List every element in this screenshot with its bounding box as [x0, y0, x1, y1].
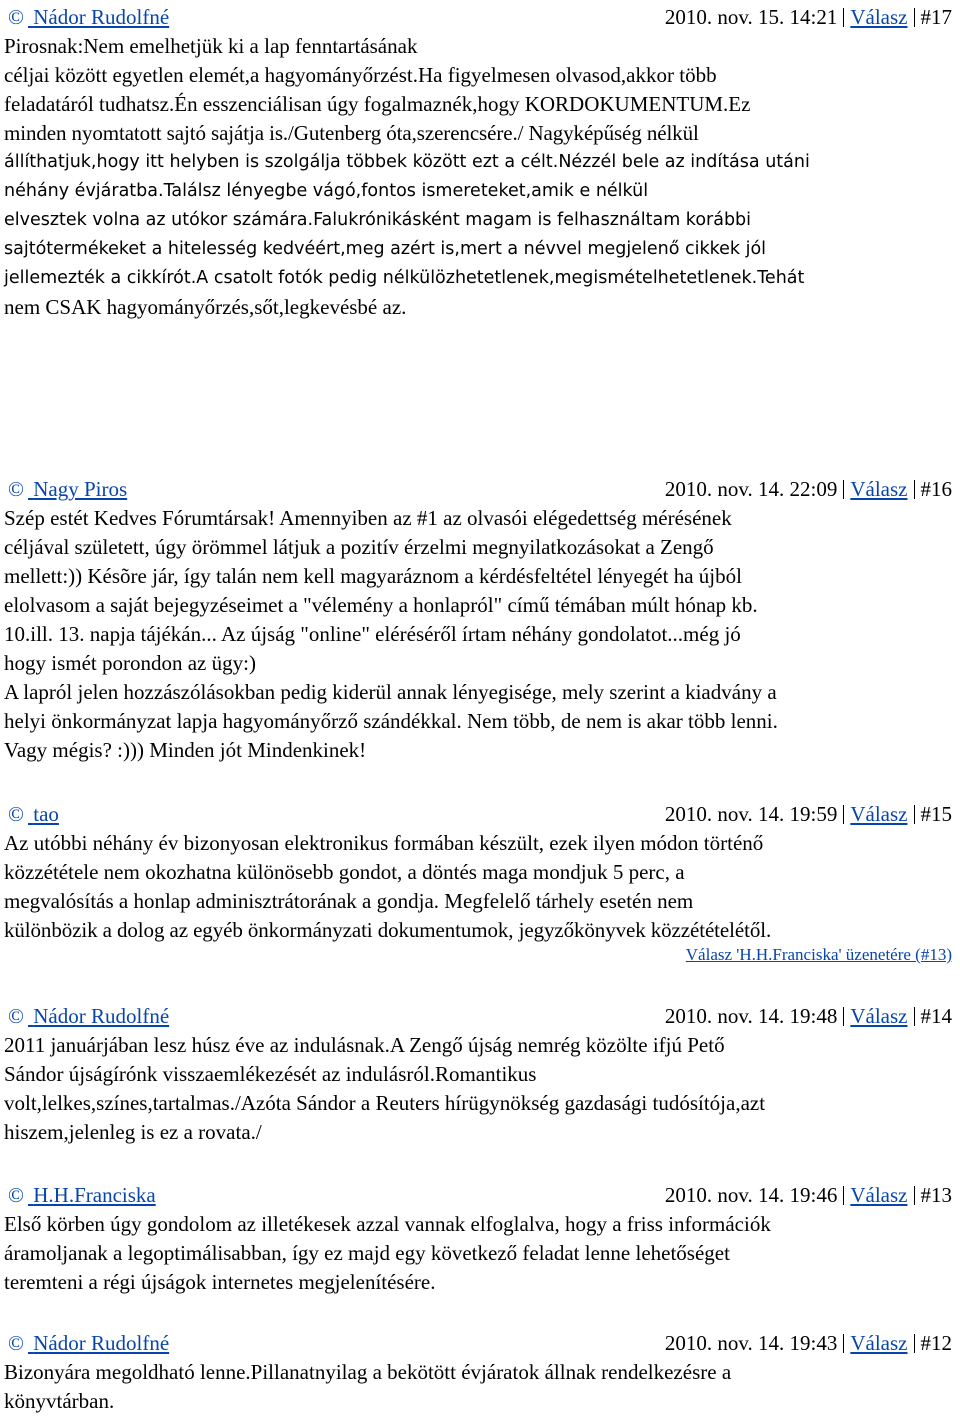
divider: [843, 1334, 844, 1353]
post: [4, 799, 954, 965]
divider: [843, 480, 844, 499]
reply-link[interactable]: Válasz: [850, 1183, 908, 1207]
body-line: nem CSAK hagyományőrzés,sőt,legkevésbé az.: [4, 295, 407, 319]
reply-link[interactable]: Válasz: [850, 802, 908, 826]
body-line: 10.ill. 13. napja tájékán... Az újság "online" eléréséről írtam néhány gondolatot...még jó: [4, 622, 741, 646]
post-number: #16: [920, 477, 952, 501]
post: [4, 2, 954, 322]
post-header: [4, 2, 954, 32]
author-link[interactable]: © Nádor Rudolfné: [4, 1328, 169, 1358]
body-line: mellett:)) Késõre jár, így talán nem kell magyaráznom a kérdésfeltétel lényegét ha újból: [4, 564, 742, 588]
body-line: áramoljanak a legoptimálisabban, így ez majd egy következő feladat lenne lehetőséget: [4, 1241, 730, 1265]
post-body: [4, 829, 954, 945]
reply-link[interactable]: Válasz: [850, 477, 908, 501]
body-line: jellemezték a cikkírót.A csatolt fotók pedig nélkülözhetetlenek,megismételhetetlenek.Tehát: [4, 268, 805, 288]
post-number: #13: [920, 1183, 952, 1207]
post-number: #17: [920, 5, 952, 29]
body-line: Az utóbbi néhány év bizonyosan elektronikus formában készült, ezek ilyen módon történő: [4, 831, 764, 855]
body-line: közzététele nem okozhatna különösebb gondot, a döntés maga mondjuk 5 perc, a: [4, 860, 685, 884]
divider: [914, 805, 915, 824]
body-line: hiszem,jelenleg is ez a rovata./: [4, 1120, 262, 1144]
body-line: Első körben úgy gondolom az illetékesek azzal vannak elfoglalva, hogy a friss információk: [4, 1212, 771, 1236]
body-line: minden nyomtatott sajtó sajátja is./Gutenberg óta,szerencsére./ Nagyképűség nélkül: [4, 121, 699, 145]
post-date: 2010. nov. 14. 19:43: [664, 1331, 838, 1355]
divider: [914, 480, 915, 499]
body-line: teremteni a régi újságok internetes megjelenítésére.: [4, 1270, 436, 1294]
divider: [843, 1007, 844, 1026]
post-meta: [665, 1328, 952, 1358]
body-line: Sándor újságírónk visszaemlékezését az indulásról.Romantikus: [4, 1062, 537, 1086]
copyright-icon: ©: [8, 802, 24, 826]
post-body: [4, 1210, 954, 1297]
body-line: volt,lelkes,színes,tartalmas./Azóta Sándor a Reuters hírügynökség gazdasági tudósítója,azt: [4, 1091, 766, 1115]
body-line: céljai között egyetlen elemét,a hagyományőrzést.Ha figyelmesen olvasod,akkor több: [4, 63, 717, 87]
body-line: néhány évjáratba.Találsz lényegbe vágó,fontos ismereteket,amik e nélkül: [4, 181, 649, 201]
body-line: elolvasom a saját bejegyzéseimet a "vélemény a honlapról" című témában múlt hónap kb.: [4, 593, 758, 617]
post-date: 2010. nov. 15. 14:21: [664, 5, 838, 29]
body-line: céljával született, úgy örömmel látjuk a pozitív érzelmi megnyilatkozásokat a Zengő: [4, 535, 714, 559]
divider: [914, 8, 915, 27]
reply-reference-link[interactable]: Válasz 'H.H.Franciska' üzenetére (#13): [685, 945, 952, 964]
author-link[interactable]: © Nádor Rudolfné: [4, 2, 169, 32]
post-body: [4, 504, 954, 765]
copyright-icon: ©: [8, 1004, 24, 1028]
post-meta: [665, 1001, 952, 1031]
post-date: 2010. nov. 14. 22:09: [664, 477, 838, 501]
author-link[interactable]: © Nagy Piros: [4, 474, 127, 504]
divider: [914, 1186, 915, 1205]
divider: [914, 1334, 915, 1353]
divider: [843, 1186, 844, 1205]
copyright-icon: ©: [8, 5, 24, 29]
reply-link[interactable]: Válasz: [850, 5, 908, 29]
post-body: [4, 1358, 954, 1416]
body-line: 2011 januárjában lesz húsz éve az indulásnak.A Zengő újság nemrég közölte ifjú Pető: [4, 1033, 725, 1057]
body-line: feladatáról tudhatsz.Én esszenciálisan úgy fogalmaznék,hogy KORDOKUMENTUM.Ez: [4, 92, 751, 116]
body-line: Vagy mégis? :))) Minden jót Mindenkinek!: [4, 738, 367, 762]
post-number: #12: [920, 1331, 952, 1355]
post-header: [4, 1180, 954, 1210]
post-header: [4, 1328, 954, 1358]
body-line: Pirosnak:Nem emelhetjük ki a lap fenntartásának: [4, 34, 418, 58]
post-number: #14: [920, 1004, 952, 1028]
post-date: 2010. nov. 14. 19:46: [664, 1183, 838, 1207]
post: [4, 1180, 954, 1297]
post-meta: [665, 799, 952, 829]
copyright-icon: ©: [8, 477, 24, 501]
post: [4, 1001, 954, 1147]
copyright-icon: ©: [8, 1183, 24, 1207]
body-line: különbözik a dolog az egyéb önkormányzati dokumentumok, jegyzőkönyvek közzétételétől.: [4, 918, 772, 942]
divider: [914, 1007, 915, 1026]
body-line: helyi önkormányzat lapja hagyományőrző szándékkal. Nem több, de nem is akar több lenni.: [4, 709, 778, 733]
post: [4, 474, 954, 765]
post-header: [4, 474, 954, 504]
body-line: hogy ismét porondon az ügy:): [4, 651, 256, 675]
body-line: megvalósítás a honlap adminisztrátorának a gondja. Megfelelő tárhely esetén nem: [4, 889, 694, 913]
author-link[interactable]: © Nádor Rudolfné: [4, 1001, 169, 1031]
post-header: [4, 799, 954, 829]
body-line: A lapról jelen hozzászólásokban pedig kiderül annak lényegisége, mely szerint a kiadvány a: [4, 680, 777, 704]
author-link[interactable]: © tao: [4, 799, 59, 829]
body-line: elvesztek volna az utókor számára.Falukrónikásként magam is felhasználtam korábbi: [4, 210, 752, 230]
reply-link[interactable]: Válasz: [850, 1004, 908, 1028]
reply-link[interactable]: Válasz: [850, 1331, 908, 1355]
copyright-icon: ©: [8, 1331, 24, 1355]
post-header: [4, 1001, 954, 1031]
post-meta: [665, 1180, 952, 1210]
post-body: [4, 32, 954, 322]
author-link[interactable]: © H.H.Franciska: [4, 1180, 156, 1210]
body-line: sajtótermékeket a hitelesség kedvéért,meg azért is,mert a névvel megjelenő cikkek jól: [4, 239, 767, 259]
divider: [843, 8, 844, 27]
body-line: Bizonyára megoldható lenne.Pillanatnyilag a bekötött évjáratok állnak rendelkezésre a: [4, 1360, 732, 1384]
post-date: 2010. nov. 14. 19:59: [664, 802, 838, 826]
post-number: #15: [920, 802, 952, 826]
post: [4, 1328, 954, 1416]
divider: [843, 805, 844, 824]
post-body: [4, 1031, 954, 1147]
body-line: könyvtárban.: [4, 1389, 115, 1413]
post-meta: [665, 474, 952, 504]
body-line: Szép estét Kedves Fórumtársak! Amennyiben az #1 az olvasói elégedettség mérésének: [4, 506, 732, 530]
post-date: 2010. nov. 14. 19:48: [664, 1004, 838, 1028]
body-line: állíthatjuk,hogy itt helyben is szolgálja többek között ezt a célt.Nézzél bele az indítása utáni: [4, 152, 810, 172]
post-meta: [665, 2, 952, 32]
